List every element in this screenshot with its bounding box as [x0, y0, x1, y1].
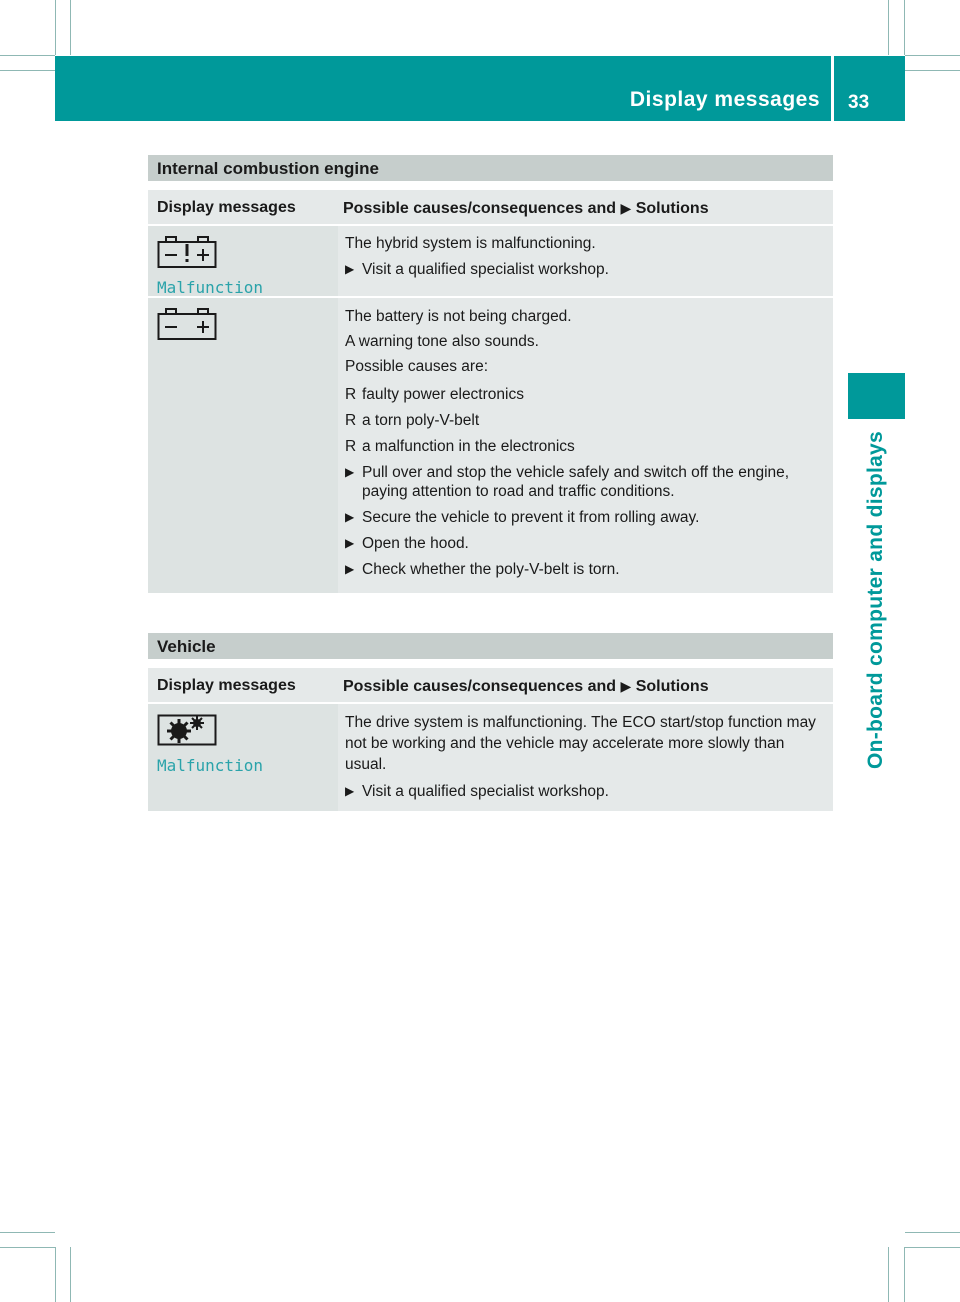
table-row	[148, 226, 833, 296]
solution-cell	[338, 704, 833, 811]
cause-bullet	[345, 385, 825, 404]
crop-mark	[904, 0, 905, 55]
solution-cell	[338, 298, 833, 593]
cause-bullet-text: a torn poly-V-belt	[362, 412, 480, 429]
column-header-causes-label: Possible causes/consequences and	[343, 200, 617, 217]
cause-text: The hybrid system is malfunctioning.	[345, 235, 596, 252]
solution-step	[345, 782, 825, 801]
display-message-cell	[148, 298, 336, 593]
solution-step-text: Open the hood.	[362, 535, 469, 552]
crop-mark	[888, 0, 889, 55]
solution-cell	[338, 226, 833, 296]
cause-bullet-text: a malfunction in the electronics	[362, 438, 575, 455]
column-header-causes-label: Possible causes/consequences and	[343, 678, 617, 695]
solution-step-text: Visit a qualified specialist workshop.	[362, 783, 609, 800]
section-internal-combustion-engine	[148, 155, 833, 593]
battery-icon	[157, 308, 217, 340]
solution-step	[345, 260, 825, 279]
display-message-text: Malfunction	[157, 278, 263, 297]
table-row	[148, 704, 833, 811]
table-row	[148, 298, 833, 593]
solution-step-text: Pull over and stop the vehicle safely and switch off the engine, paying attention to road and traffic conditions.	[362, 464, 790, 500]
step-arrow-icon: ▶	[345, 465, 355, 479]
crop-mark	[905, 1232, 960, 1233]
step-arrow-icon: ▶	[345, 784, 355, 798]
display-message-cell	[148, 226, 336, 296]
cause-text: A warning tone also sounds.	[345, 333, 539, 350]
crop-mark	[905, 55, 960, 56]
table-header	[148, 190, 833, 224]
bullet-icon: R	[345, 386, 357, 403]
gear-warning-icon	[157, 714, 217, 746]
chapter-tab-marker	[848, 373, 905, 419]
solution-step-text: Visit a qualified specialist workshop.	[362, 261, 609, 278]
section-vehicle	[148, 633, 833, 811]
column-header-display-messages: Display messages	[157, 199, 296, 216]
crop-mark	[0, 1247, 55, 1248]
cause-text: The battery is not being charged.	[345, 308, 572, 325]
section-title: Vehicle	[148, 633, 833, 659]
crop-mark	[904, 1247, 905, 1302]
column-header-display-messages: Display messages	[157, 677, 296, 694]
solution-step	[345, 534, 825, 553]
step-arrow-icon: ▶	[345, 262, 355, 276]
crop-mark	[55, 0, 56, 55]
step-arrow-icon: ▶	[620, 200, 632, 216]
bullet-icon: R	[345, 438, 357, 455]
cause-text: Possible causes are:	[345, 358, 489, 375]
step-arrow-icon: ▶	[345, 536, 355, 550]
table-header	[148, 668, 833, 702]
chapter-label: On-board computer and displays	[864, 430, 887, 770]
column-header-solutions-label: Solutions	[635, 200, 709, 217]
crop-mark	[905, 70, 960, 71]
step-arrow-icon: ▶	[345, 510, 355, 524]
cause-text: The drive system is malfunctioning. The ECO start/stop function may not be working and the vehicle may accelerate more slowly than usual.	[345, 714, 816, 773]
crop-mark	[0, 1232, 55, 1233]
solution-step	[345, 463, 825, 501]
solution-step	[345, 508, 825, 527]
display-message-cell	[148, 704, 336, 811]
cause-bullet	[345, 411, 825, 430]
header-divider	[831, 56, 834, 121]
crop-mark	[55, 1247, 56, 1302]
column-header-solutions	[336, 190, 833, 224]
display-message-text: Malfunction	[157, 756, 263, 775]
step-arrow-icon: ▶	[345, 562, 355, 576]
column-header-solutions-label: Solutions	[635, 678, 709, 695]
column-header-solutions	[336, 668, 833, 702]
step-arrow-icon: ▶	[620, 678, 632, 694]
cause-bullet-text: faulty power electronics	[362, 386, 524, 403]
battery-warning-icon	[157, 236, 217, 268]
solution-step	[345, 560, 825, 579]
cause-bullet	[345, 437, 825, 456]
bullet-icon: R	[345, 412, 357, 429]
page-title: Display messages	[629, 88, 820, 111]
crop-mark	[0, 70, 55, 71]
crop-mark	[888, 1247, 889, 1302]
crop-mark	[905, 1247, 960, 1248]
crop-mark	[70, 0, 71, 55]
crop-mark	[70, 1247, 71, 1302]
section-title: Internal combustion engine	[148, 155, 833, 181]
crop-mark	[0, 55, 55, 56]
solution-step-text: Secure the vehicle to prevent it from rolling away.	[362, 509, 700, 526]
solution-step-text: Check whether the poly-V-belt is torn.	[362, 561, 620, 578]
page-number: 33	[848, 92, 870, 113]
